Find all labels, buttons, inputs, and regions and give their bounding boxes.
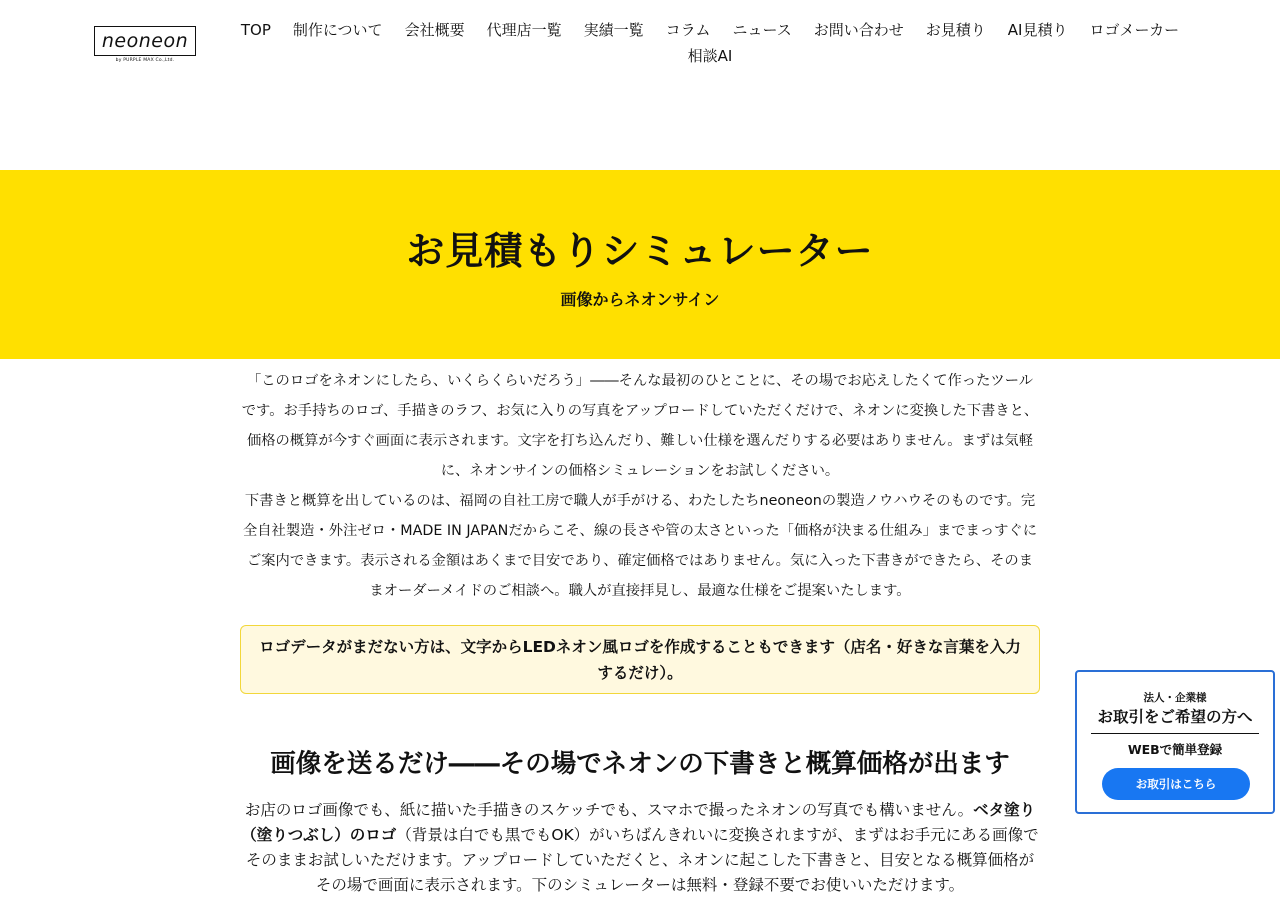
logo-wordmark: neoneon [101, 30, 189, 52]
nav-item-column[interactable]: コラム [665, 21, 711, 39]
section-heading: 画像を送るだけ――その場でネオンの下書きと概算価格が出ます [270, 749, 1010, 779]
nav-item-works[interactable]: 実績一覧 [583, 21, 644, 39]
nav-item-company[interactable]: 会社概要 [404, 21, 465, 39]
nav-item-consult-ai[interactable]: 相談AI [687, 47, 733, 65]
business-small-label: 法人・企業様 [1143, 692, 1207, 704]
main-content [240, 366, 1040, 898]
main-nav [200, 19, 1220, 67]
logo-maker-notice[interactable] [240, 625, 1040, 694]
site-header [0, 0, 1280, 170]
logo-frame [94, 26, 196, 56]
nav-item-contact[interactable]: お問い合わせ [813, 21, 904, 39]
section-body-bold: ベタ塗り（塗りつぶし）のロゴ [241, 801, 1036, 844]
nav-item-agencies[interactable]: 代理店一覧 [486, 21, 562, 39]
business-headline: お取引をご希望の方へ [1097, 708, 1253, 726]
business-divider [1091, 733, 1259, 734]
site-logo[interactable] [94, 26, 196, 64]
business-web-label: WEBで簡単登録 [1127, 742, 1223, 757]
nav-item-top[interactable]: TOP [240, 21, 271, 39]
nav-item-estimate[interactable]: お見積り [925, 21, 986, 39]
nav-item-logo-maker[interactable]: ロゴメーカー [1089, 21, 1180, 39]
section-body-part-1: お店のロゴ画像でも、紙に描いた手描きのスケッチでも、スマホで撮ったネオンの写真でも構いません。 [244, 801, 974, 819]
business-apply-button[interactable]: お取引はこちら [1102, 768, 1250, 800]
business-inquiry-banner[interactable] [1075, 670, 1275, 814]
page-subtitle: 画像からネオンサイン [560, 290, 720, 309]
nav-item-production[interactable]: 制作について [292, 21, 383, 39]
page-title: お見積もりシミュレーター [406, 229, 874, 273]
intro-paragraph-2: 下書きと概算を出しているのは、福岡の自社工房で職人が手がける、わたしたちneoneonの製造ノウハウそのものです。完全自社製造・外注ゼロ・MADE IN JAPANだからこそ、線の長さや管の太さといった「価格が決まる仕組み」までまっすぐにご案内できます。表示される金額はあくまで目安であり、確定価格ではありません。気に入った下書きができたら、そのままオーダーメイドのご相談へ。職人が直接拝見し、最適な仕様をご提案いたします。 [242, 493, 1038, 599]
nav-item-news[interactable]: ニュース [732, 21, 792, 39]
section-body-part-2: （背景は白でも黒でもOK）がいちばんきれいに変換されますが、まずはお手元にある画像でそのままお試しいただけます。アップロードしていただくと、ネオンに起こした下書きと、目安となる概算価格がその場で画面に表示されます。下のシミュレーターは無料・登録不要でお使いいただけます。 [245, 826, 1039, 894]
section-body [240, 798, 1040, 898]
hero-banner [0, 170, 1280, 359]
intro-text [240, 366, 1040, 606]
notice-text: ロゴデータがまだない方は、文字からLEDネオン風ロゴを作成することもできます（店名・好きな言葉を入力するだけ）。 [259, 637, 1021, 682]
nav-item-ai-estimate[interactable]: AI見積り [1007, 21, 1068, 39]
intro-paragraph-1: 「このロゴをネオンにしたら、いくらくらいだろう」――そんな最初のひとことに、その場でお応えしたくて作ったツールです。お手持ちのロゴ、手描きのラフ、お気に入りの写真をアップロードしていただくだけで、ネオンに変換した下書きと、価格の概算が今すぐ画面に表示されます。文字を打ち込んだり、難しい仕様を選んだりする必要はありません。まずは気軽に、ネオンサインの価格シミュレーションをお試しください。 [241, 373, 1039, 479]
logo-subtitle: by PURPLE MAX Co.,Ltd. [115, 58, 175, 63]
